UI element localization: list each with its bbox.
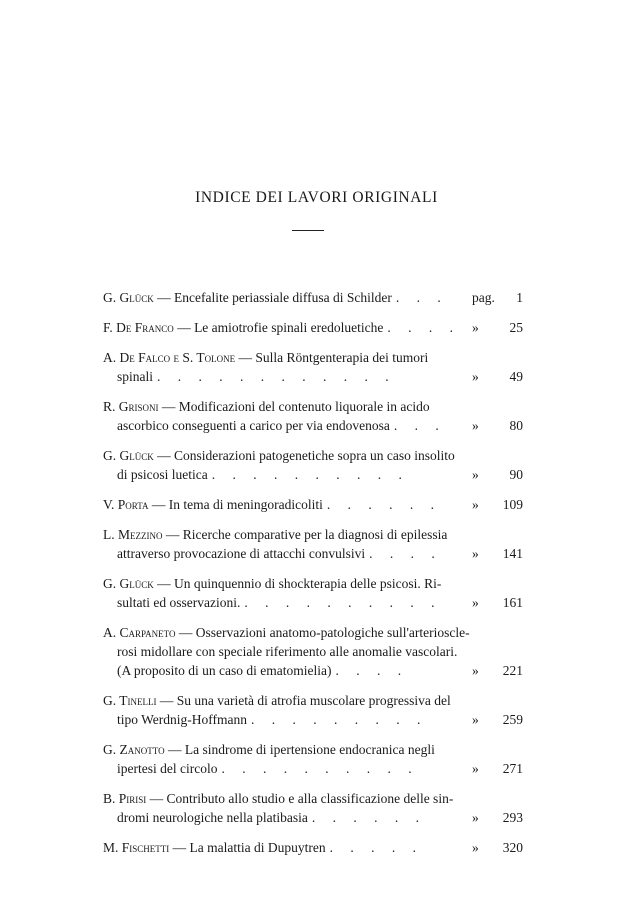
entry-title-text: — Un quinquennio di shockterapia delle psicosi. Ri-	[157, 576, 442, 591]
page-number: 161	[502, 595, 523, 610]
entry-author: G. Tinelli	[103, 693, 157, 708]
page-marker: »	[472, 467, 479, 482]
toc-entry-line	[103, 495, 523, 514]
entry-title-text: spinali	[117, 369, 153, 384]
entry-title-text: attraverso provocazione di attacchi convulsivi	[117, 546, 366, 561]
table-of-contents	[103, 288, 523, 868]
entry-title-text: rosi midollare con speciale riferimento alle anomalie vascolari.	[117, 644, 458, 659]
page-number: 25	[509, 320, 523, 335]
toc-entry	[103, 446, 523, 484]
page-title: INDICE DEI LAVORI ORIGINALI	[195, 189, 438, 206]
page-marker: »	[472, 595, 479, 610]
toc-entry-line	[103, 348, 523, 367]
page-marker: »	[472, 320, 479, 335]
toc-entry	[103, 574, 523, 612]
leader-dots: . . .	[395, 290, 448, 305]
toc-entry	[103, 691, 523, 729]
page-number: 271	[502, 761, 523, 776]
page-number: 320	[502, 840, 523, 855]
toc-entry	[103, 623, 523, 680]
toc-entry	[103, 495, 523, 514]
entry-title-text: — In tema di meningoradicoliti	[151, 497, 323, 512]
toc-entry-line	[103, 808, 523, 827]
toc-entry-line	[103, 593, 523, 612]
toc-entry	[103, 838, 523, 857]
page-marker: »	[472, 712, 479, 727]
entry-author: A. De Falco e S. Tolone	[103, 350, 236, 365]
leader-dots: . . . . . .	[311, 810, 426, 825]
page-number: 109	[502, 497, 523, 512]
leader-dots: . . . .	[335, 663, 409, 678]
entry-author: V. Porta	[103, 497, 149, 512]
page-marker: »	[472, 369, 479, 384]
entry-title-text: — Modificazioni del contenuto liquorale in acido	[161, 399, 430, 414]
entry-title-text: — Osservazioni anatomo-patologiche sull'arterioscle-	[178, 625, 470, 640]
toc-entry-line	[103, 691, 523, 710]
leader-dots: . . . .	[387, 320, 460, 335]
page-number: 90	[509, 467, 523, 482]
page-number: 259	[502, 712, 523, 727]
entry-title-text: — Ricerche comparative per la diagnosi di epilessia	[165, 527, 448, 542]
toc-entry-line	[103, 710, 523, 729]
entry-title-text: sultati ed osservazioni.	[117, 595, 241, 610]
entry-title-text: — Su una varietà di atrofia muscolare progressiva del	[159, 693, 451, 708]
entry-title-text: — Considerazioni patogenetiche sopra un caso insolito	[157, 448, 455, 463]
page-number: 141	[502, 546, 523, 561]
toc-entry-line	[103, 446, 523, 465]
entry-author: G. Zanotto	[103, 742, 165, 757]
toc-entry-line	[103, 416, 523, 435]
toc-entry-line	[103, 397, 523, 416]
leader-dots: . . . . . . . . . .	[244, 595, 442, 610]
page-number: 80	[509, 418, 523, 433]
toc-entry-line	[103, 759, 523, 778]
toc-entry-line	[103, 318, 523, 337]
toc-entry	[103, 789, 523, 827]
leader-dots: . . . . . . . . . . . .	[157, 369, 396, 384]
page-marker: pag.	[472, 290, 495, 305]
page-marker: »	[472, 840, 479, 855]
toc-entry	[103, 525, 523, 563]
page-number: 293	[502, 810, 523, 825]
toc-entry-line	[103, 544, 523, 563]
leader-dots: . . . .	[369, 546, 442, 561]
leader-dots: . . . . . . . . . .	[221, 761, 419, 776]
toc-entry-line	[103, 574, 523, 593]
entry-title-text: — Encefalite periassiale diffusa di Schilder	[157, 290, 392, 305]
entry-author: G. Glück	[103, 576, 154, 591]
toc-entry-line	[103, 789, 523, 808]
toc-entry-line	[103, 740, 523, 759]
toc-entry-line	[103, 623, 523, 642]
entry-title-text: dromi neurologiche nella platibasia	[117, 810, 308, 825]
leader-dots: . . . . . . . . . .	[211, 467, 409, 482]
page-marker: »	[472, 761, 479, 776]
page-marker: »	[472, 810, 479, 825]
entry-title-text: tipo Werdnig-Hoffmann	[117, 712, 248, 727]
toc-entry	[103, 397, 523, 435]
entry-author: L. Mezzino	[103, 527, 163, 542]
page-marker: »	[472, 546, 479, 561]
entry-title-text: — Contributo allo studio e alla classificazione delle sin-	[149, 791, 454, 806]
entry-author: B. Pirisi	[103, 791, 147, 806]
toc-entry-line	[103, 367, 523, 386]
toc-entry-line	[103, 661, 523, 680]
toc-entry	[103, 288, 523, 307]
toc-entry-line	[103, 642, 523, 661]
entry-author: G. Glück	[103, 290, 154, 305]
entry-author: R. Grisoni	[103, 399, 159, 414]
page-marker: »	[472, 663, 479, 678]
toc-entry-line	[103, 838, 523, 857]
entry-author: A. Carpaneto	[103, 625, 176, 640]
entry-author: F. De Franco	[103, 320, 174, 335]
entry-title-text: — La sindrome di ipertensione endocranica negli	[167, 742, 435, 757]
leader-dots: . . . . .	[329, 840, 423, 855]
leader-dots: . . .	[393, 418, 446, 433]
toc-entry	[103, 318, 523, 337]
entry-author: M. Fischetti	[103, 840, 170, 855]
entry-title-text: (A proposito di un caso di ematomielia)	[117, 663, 332, 678]
page-number: 1	[516, 290, 523, 305]
entry-title-text: — La malattia di Dupuytren	[172, 840, 326, 855]
toc-entry-line	[103, 525, 523, 544]
entry-title-text: ascorbico conseguenti a carico per via endovenosa	[117, 418, 390, 433]
page-number: 49	[509, 369, 523, 384]
title-rule	[292, 230, 324, 231]
page-number: 221	[502, 663, 523, 678]
leader-dots: . . . . . . . . .	[251, 712, 428, 727]
entry-title-text: — Sulla Röntgenterapia dei tumori	[238, 350, 429, 365]
toc-entry	[103, 740, 523, 778]
entry-title-text: — Le amiotrofie spinali eredoluetiche	[177, 320, 384, 335]
toc-entry	[103, 348, 523, 386]
page-marker: »	[472, 497, 479, 512]
entry-title-text: ipertesi del circolo	[117, 761, 218, 776]
page-marker: »	[472, 418, 479, 433]
entry-title-text: di psicosi luetica	[117, 467, 208, 482]
toc-entry-line	[103, 465, 523, 484]
entry-author: G. Glück	[103, 448, 154, 463]
leader-dots: . . . . . .	[326, 497, 441, 512]
toc-entry-line	[103, 288, 523, 307]
